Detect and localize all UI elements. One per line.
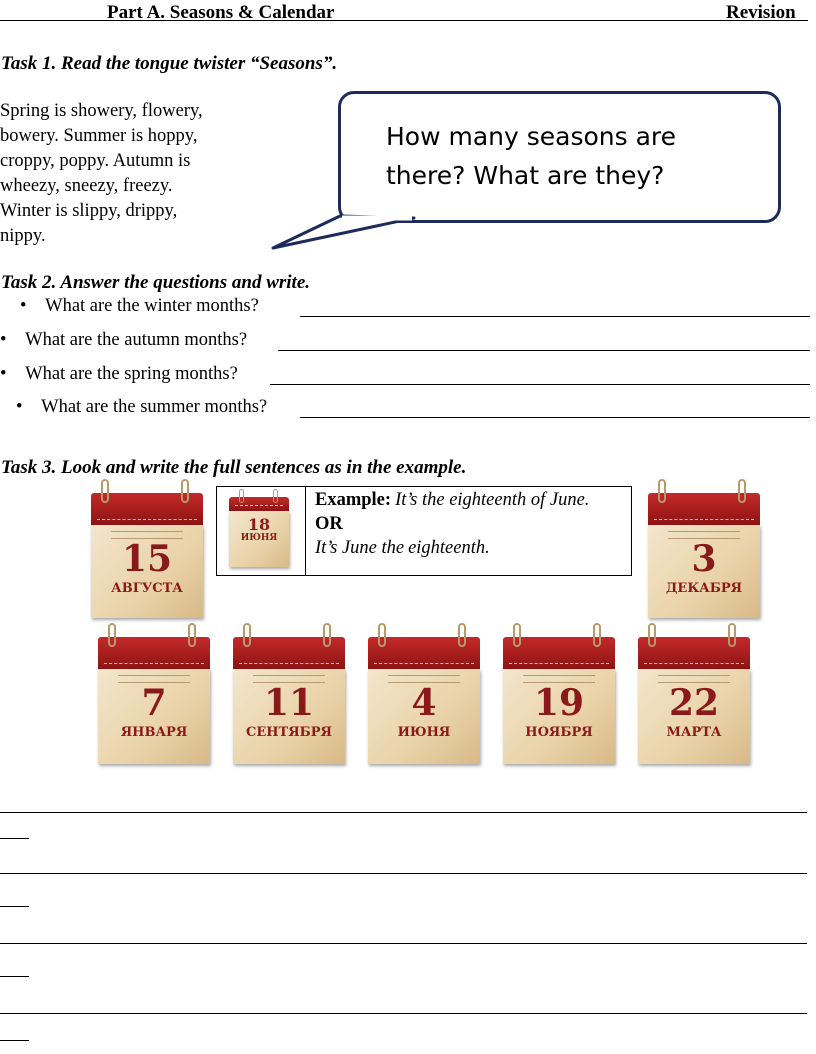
answer-winter-line[interactable] xyxy=(300,316,810,317)
bullet: • xyxy=(20,296,27,316)
writing-line[interactable] xyxy=(0,812,807,813)
question-winter xyxy=(20,296,259,317)
ring-icon xyxy=(738,479,746,503)
calendar-month: СЕНТЯБРЯ xyxy=(245,725,333,740)
calendar-month: ДЕКАБРЯ xyxy=(665,581,743,596)
twister-line: Winter is slippy, drippy, xyxy=(0,201,178,221)
ring-icon xyxy=(728,623,736,647)
task2-title: Task 2. Answer the questions and write. xyxy=(1,272,311,293)
calendar-day: 18 xyxy=(247,515,271,534)
calendar-day: 11 xyxy=(263,682,315,724)
bullet: • xyxy=(0,330,7,350)
calendar-day: 3 xyxy=(691,538,717,580)
question-text: What are the winter months? xyxy=(45,296,259,316)
writing-line-end xyxy=(0,1040,29,1041)
example-sentence1: It’s the eighteenth of June. xyxy=(395,490,590,510)
writing-line[interactable] xyxy=(0,1013,807,1014)
task3-title: Task 3. Look and write the full sentences as in the example. xyxy=(1,457,467,478)
ring-icon xyxy=(101,479,109,503)
question-text: What are the summer months? xyxy=(41,397,268,417)
calendar-15 xyxy=(91,483,203,618)
ring-icon xyxy=(188,623,196,647)
answer-summer-line[interactable] xyxy=(300,417,810,418)
twister-line: bowery. Summer is hoppy, xyxy=(0,126,198,146)
question-text: What are the autumn months? xyxy=(25,330,248,350)
ring-icon xyxy=(648,623,656,647)
example-calendar xyxy=(229,491,289,567)
answer-autumn-line[interactable] xyxy=(278,350,810,351)
example-line3 xyxy=(315,538,490,559)
writing-line-end xyxy=(0,906,29,907)
writing-line-end xyxy=(0,976,29,977)
ring-icon xyxy=(378,623,386,647)
calendar-day: 19 xyxy=(533,682,585,724)
calendar-11 xyxy=(233,627,345,764)
calendar-month: АВГУСТА xyxy=(111,581,183,596)
ring-icon xyxy=(239,489,244,503)
header-revision: Revision xyxy=(726,2,796,23)
ring-icon xyxy=(181,479,189,503)
calendar-month: НОЯБРЯ xyxy=(525,725,593,740)
example-line1 xyxy=(315,490,589,511)
bullet: • xyxy=(16,397,23,417)
twister-line: nippy. xyxy=(0,226,46,246)
writing-line[interactable] xyxy=(0,873,807,874)
task1-title: Task 1. Read the tongue twister “Seasons”. xyxy=(1,53,338,74)
calendar-binding xyxy=(229,497,289,511)
ring-icon xyxy=(593,623,601,647)
twister-line: croppy, poppy. Autumn is xyxy=(0,151,191,171)
calendar-month: МАРТА xyxy=(666,725,722,740)
example-label: Example: xyxy=(315,490,392,510)
writing-line[interactable] xyxy=(0,943,807,944)
speech-bubble-text xyxy=(386,117,766,195)
example-divider xyxy=(305,486,306,575)
ring-icon xyxy=(243,623,251,647)
calendar-day: 22 xyxy=(668,682,720,724)
bullet: • xyxy=(0,364,7,384)
question-text: What are the spring months? xyxy=(25,364,238,384)
question-spring xyxy=(0,364,238,385)
calendar-22 xyxy=(638,627,750,764)
tongue-twister-text xyxy=(0,99,260,249)
ring-icon xyxy=(273,489,278,503)
twister-line: wheezy, sneezy, freezy. xyxy=(0,176,173,196)
calendar-day: 15 xyxy=(121,538,173,580)
ring-icon xyxy=(323,623,331,647)
writing-line-end xyxy=(0,838,29,839)
question-autumn xyxy=(0,330,247,351)
calendar-month: ИЮНЯ xyxy=(240,533,278,543)
calendar-month: ИЮНЯ xyxy=(397,725,451,740)
example-or: OR xyxy=(315,514,343,534)
question-summer xyxy=(16,397,267,418)
calendar-month: ЯНВАРЯ xyxy=(120,725,188,740)
header-underline xyxy=(0,20,808,21)
calendar-4 xyxy=(368,627,480,764)
ring-icon xyxy=(458,623,466,647)
calendar-day: 4 xyxy=(411,682,437,724)
bubble-line: there? What are they? xyxy=(386,161,665,190)
example-sentence2a: It’s June the xyxy=(315,538,405,558)
calendar-7 xyxy=(98,627,210,764)
calendar-19 xyxy=(503,627,615,764)
example-sentence2b: eighteenth. xyxy=(408,538,490,558)
ring-icon xyxy=(513,623,521,647)
calendar-3 xyxy=(648,483,760,618)
speech-bubble-tail xyxy=(268,210,428,252)
ring-icon xyxy=(108,623,116,647)
header-title: Part A. Seasons & Calendar xyxy=(107,2,335,23)
twister-line: Spring is showery, flowery, xyxy=(0,101,203,121)
answer-spring-line[interactable] xyxy=(270,384,810,385)
bubble-line: How many seasons are xyxy=(386,122,677,151)
calendar-day: 7 xyxy=(141,682,167,724)
ring-icon xyxy=(658,479,666,503)
